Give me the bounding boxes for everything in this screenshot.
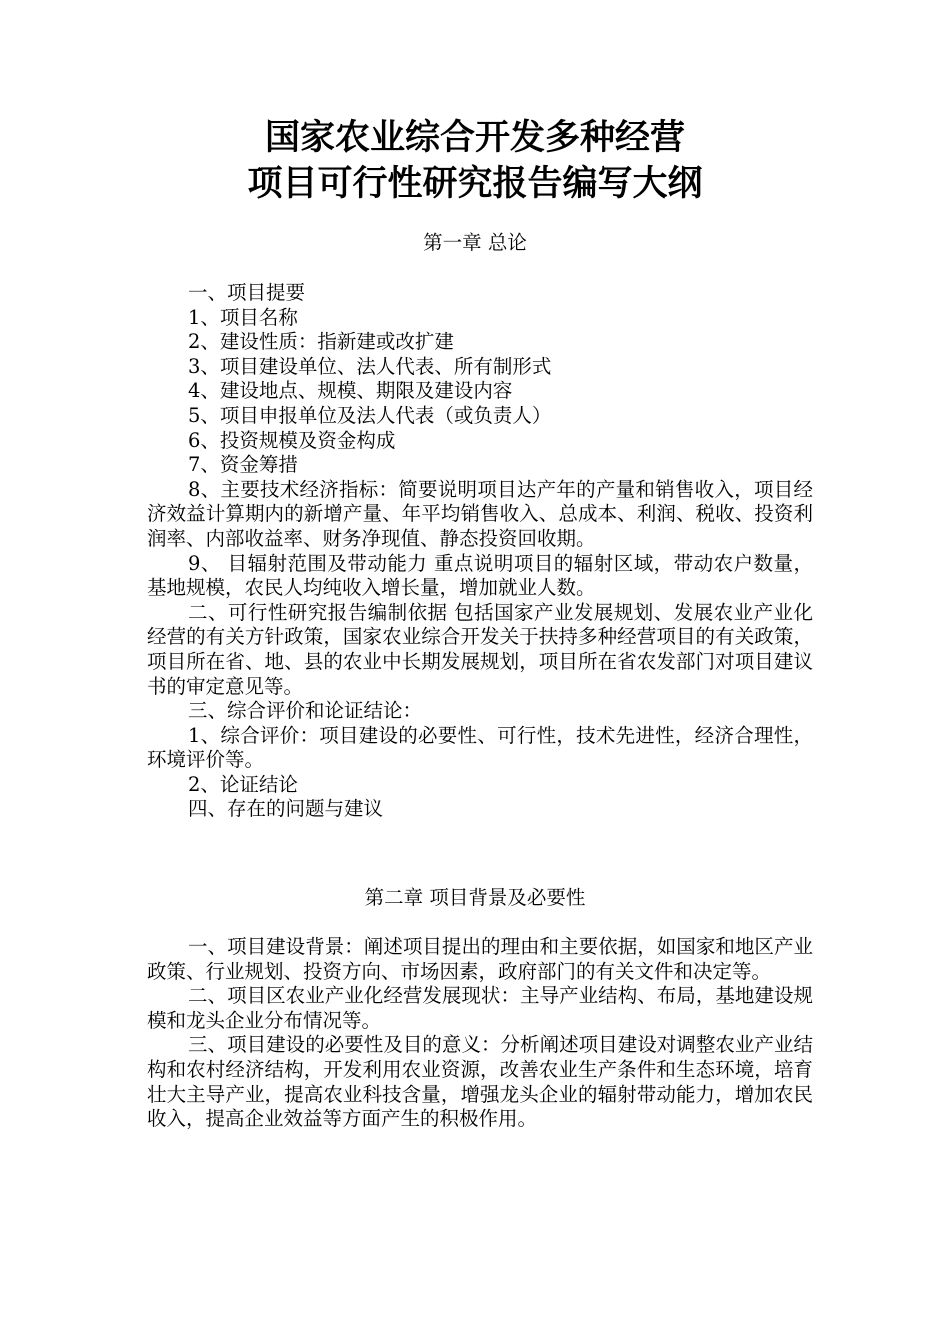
ch1-paragraph-11: 二、可行性研究报告编制依据 包括国家产业发展规划、发展农业产业化经营的有关方针政策，国家农业综合开发关于扶持多种经营项目的有关政策，项目所在省、地、县的农业中长期发展规划，项目所在省农发部门对项目建议书的审定意见等。 (147, 600, 813, 698)
chapter-2-body (147, 935, 813, 1132)
ch1-paragraph-2: 1、项目名称 (188, 305, 298, 329)
document-title-line-1: 国家农业综合开发多种经营 (264, 118, 685, 158)
ch1-paragraph-1: 一、项目提要 (188, 281, 306, 304)
ch1-paragraph-4: 3、项目建设单位、法人代表、所有制形式 (188, 354, 552, 378)
ch1-paragraph-13: 1、综合评价：项目建设的必要性、可行性，技术先进性，经济合理性，环境评价等。 (147, 723, 813, 772)
ch1-paragraph-7: 6、投资规模及资金构成 (188, 428, 396, 452)
document-title-line-2: 项目可行性研究报告编写大纲 (247, 164, 703, 204)
ch1-paragraph-14: 2、论证结论 (188, 772, 298, 796)
ch1-paragraph-15: 四、存在的问题与建议 (188, 797, 384, 821)
ch1-paragraph-6: 5、项目申报单位及法人代表（或负责人） (188, 403, 552, 427)
ch1-paragraph-12: 三、综合评价和论证结论： (188, 699, 423, 723)
chapter-2-heading: 第二章 项目背景及必要性 (364, 886, 586, 909)
ch2-paragraph-3: 三、项目建设的必要性及目的意义：分析阐述项目建设对调整农业产业结构和农村经济结构，开发利用农业资源，改善农业生产条件和生态环境，培育壮大主导产业，提高农业科技含量，增强龙头企业的辐射带动能力，增加农民收入，提高企业效益等方面产生的积极作用。 (147, 1033, 813, 1131)
ch2-paragraph-2: 二、项目区农业产业化经营发展现状：主导产业结构、布局，基地建设规模和龙头企业分布情况等。 (147, 984, 813, 1032)
ch1-paragraph-9: 8、主要技术经济指标：简要说明项目达产年的产量和销售收入，项目经济效益计算期内的新增产量、年平均销售收入、总成本、利润、税收、投资利润率、内部收益率、财务净现值、静态投资回收期。 (147, 477, 813, 550)
ch1-paragraph-3: 2、建设性质：指新建或改扩建 (188, 330, 454, 354)
ch2-paragraph-1: 一、项目建设背景：阐述项目提出的理由和主要依据，如国家和地区产业政策、行业规划、投资方向、市场因素，政府部门的有关文件和决定等。 (147, 935, 813, 983)
ch1-paragraph-5: 4、建设地点、规模、期限及建设内容 (188, 379, 513, 403)
chapter-1-heading: 第一章 总论 (423, 231, 527, 254)
ch1-paragraph-10: 9、 目辐射范围及带动能力 重点说明项目的辐射区域，带动农户数量，基地规模，农民人均纯收入增长量，增加就业人数。 (147, 551, 813, 600)
ch1-paragraph-8: 7、资金筹措 (188, 453, 298, 477)
chapter-1-body (147, 281, 813, 822)
